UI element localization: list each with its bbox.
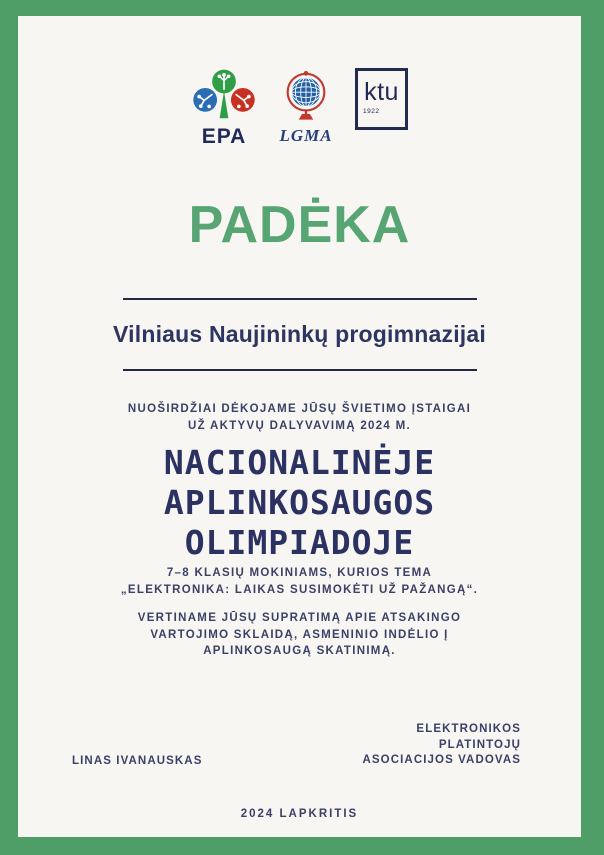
ktu-logo-label: ktu: [364, 78, 399, 106]
epa-tree-icon: [191, 68, 257, 124]
signer-title-line: ELEKTRONIKOS: [416, 723, 521, 735]
signature-row: [18, 722, 581, 769]
event-title: [18, 443, 581, 563]
ktu-box-icon: [355, 68, 408, 130]
certificate-date: 2024 LAPKRITIS: [240, 808, 359, 820]
divider-bottom: [123, 369, 477, 371]
certificate-sheet: [18, 16, 581, 837]
event-title-line: APLINKOSAUGOS: [163, 483, 436, 522]
event-details: [18, 565, 581, 598]
lgma-logo-label: LGMA: [279, 126, 333, 145]
intro-line: UŽ AKTYVŲ DALYVAVIMĄ 2024 M.: [188, 420, 411, 432]
event-details-line: 7–8 KLASIŲ MOKINIAMS, KURIOS TEMA: [166, 567, 433, 579]
intro-line: NUOŠIRDŽIAI DĖKOJAME JŪSŲ ŠVIETIMO ĮSTAIGAI: [127, 403, 472, 415]
event-title-line: OLIMPIADOJE: [184, 523, 415, 562]
intro-paragraph: [18, 401, 581, 435]
signer-title: [363, 722, 522, 769]
recipient-name: Vilniaus Naujininkų progimnazijai: [113, 321, 486, 347]
epa-logo-label: EPA: [201, 125, 247, 148]
appreciation-paragraph: [18, 610, 581, 660]
appreciation-line: APLINKOSAUGĄ SKATINIMĄ.: [203, 645, 396, 657]
signer-title-line: PLATINTOJŲ: [438, 738, 521, 751]
logos-row: [18, 68, 581, 149]
ktu-logo-year: 1922: [363, 108, 380, 115]
lgma-globe-icon: [277, 68, 335, 124]
ktu-logo: [355, 68, 408, 130]
lgma-logo: [277, 68, 335, 146]
appreciation-line: VERTINAME JŪSŲ SUPRATIMĄ APIE ATSAKINGO: [137, 612, 462, 624]
signer-name: LINAS IVANAUSKAS: [72, 754, 203, 767]
epa-logo: [191, 68, 257, 149]
event-details-line: „ELEKTRONIKA: LAIKAS SUSIMOKĖTI UŽ PAŽANGĄ“.: [120, 583, 479, 596]
divider-top: [123, 298, 477, 300]
signer-title-line: ASOCIACIJOS VADOVAS: [362, 754, 521, 766]
appreciation-line: VARTOJIMO SKLAIDĄ, ASMENINIO INDĖLIO Į: [150, 628, 449, 641]
event-title-line: NACIONALINĖJE: [163, 443, 436, 482]
certificate-title: PADĖKA: [188, 196, 411, 254]
